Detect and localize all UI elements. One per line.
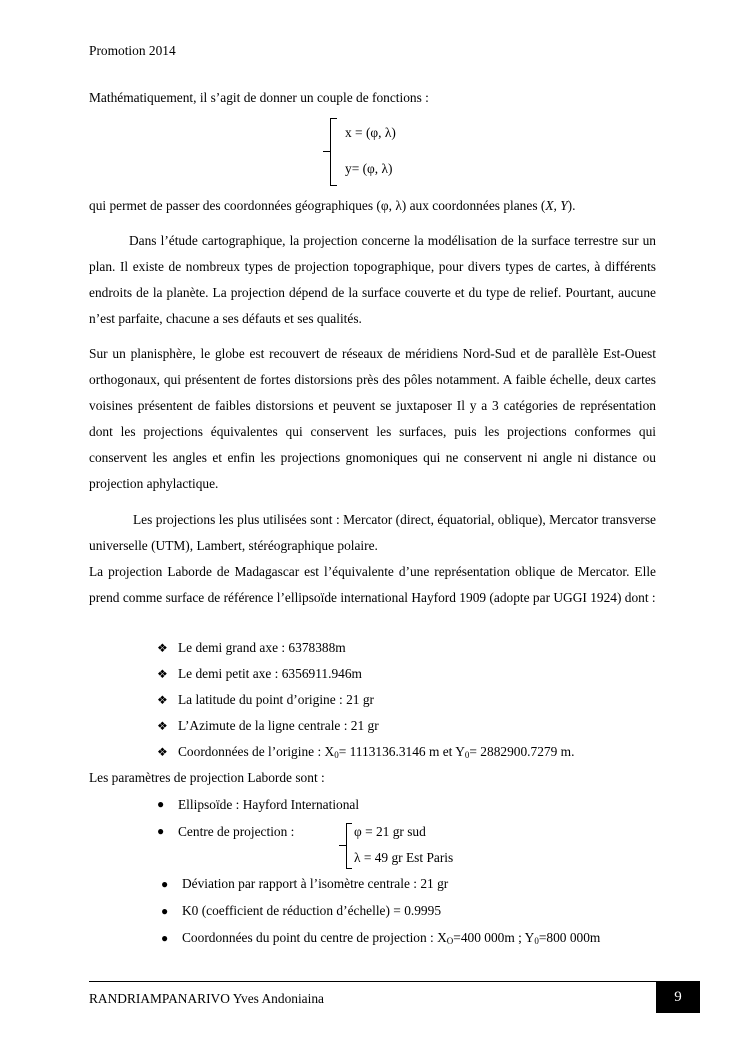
diamond-bullet-icon: ❖ [157, 745, 168, 759]
page-number: 9 [656, 982, 700, 1013]
footer-author: RANDRIAMPANARIVO Yves Andoniaina [89, 991, 324, 1006]
list-item-ellipsoide: Ellipsoïde : Hayford International [178, 797, 360, 812]
bullet-icon: ● [157, 797, 165, 811]
list-item-grand-axe: Le demi grand axe : 6378388m [178, 640, 346, 655]
bullet-icon: ● [161, 877, 169, 891]
list-item-deviation: Déviation par rapport à l’isomètre centrale : 21 gr [182, 876, 449, 891]
paragraph-planisphere: Sur un planisphère, le globe est recouvert de réseaux de méridiens Nord-Sud et de parallèle Est-Ouest orthogonaux, qui présentent de fortes distorsions près des pôles notamment. A faible échelle, deux cartes voisines présentent de faibles distorsions et peuvent se juxtaposer Il y a 3 catégories de représentation dont les projections équivalentes qui conservent les surfaces, puis les projections conformes qui conservent les angles et enfin les projections gnomoniques qui ne conservent ni angle ni distance ou projection aphylactique. [89, 346, 656, 491]
list-item-centre-coords: Coordonnées du point du centre de projection : $X_O=400$ 000m ; $Y_0=800$ 000m [182, 930, 601, 946]
bullet-icon: ● [157, 824, 165, 838]
header-promotion: Promotion 2014 [89, 43, 176, 58]
paragraph-laborde: La projection Laborde de Madagascar est l’équivalente d’une représentation oblique de Mercator. Elle prend comme surface de référence l’ellipsoïde international Hayford 1909 (adopte par UGGI 1924) dont : [89, 564, 656, 605]
list-item-latitude: La latitude du point d’origine : 21 gr [178, 692, 374, 707]
passage-line: qui permet de passer des coordonnées géographiques (φ, λ) aux coordonnées planes (X, Y). [89, 198, 576, 213]
diamond-bullet-icon: ❖ [157, 693, 168, 707]
function-brace [330, 118, 337, 186]
centre-lambda: λ = 49 gr Est Paris [354, 850, 454, 865]
list-item-k0: K0 (coefficient de réduction d’échelle) = 0.9995 [182, 903, 442, 918]
centre-brace-tick [339, 845, 346, 846]
bullet-icon: ● [161, 931, 169, 945]
diamond-bullet-icon: ❖ [157, 641, 168, 655]
list-item-petit-axe: Le demi petit axe : 6356911.946m [178, 666, 362, 681]
list-item-origin-coords: Coordonnées de l’origine : $X_0= 1113136.3146$ m et $Y_0= 2882900.7279$ m. [178, 744, 575, 760]
params-title: Les paramètres de projection Laborde sont : [89, 770, 325, 785]
diamond-bullet-icon: ❖ [157, 719, 168, 733]
function-brace-tick [323, 151, 330, 152]
bullet-icon: ● [161, 904, 169, 918]
footer-rule [89, 981, 700, 982]
list-item-centre-label: Centre de projection : [178, 824, 295, 839]
diamond-bullet-icon: ❖ [157, 667, 168, 681]
centre-phi: φ = 21 gr sud [354, 824, 426, 839]
intro-line: Mathématiquement, il s’agit de donner un couple de fonctions : [89, 90, 429, 105]
function-y: y= (φ, λ) [345, 161, 393, 176]
paragraph-cartographique: Dans l’étude cartographique, la projection concerne la modélisation de la surface terrestre sur un plan. Il existe de nombreux types de projection topographique, pour divers types de cartes, à différents endroits de la planète. La projection dépend de la surface couverte et du type de relief. Pourtant, aucune n’est parfaite, chacune a ses défauts et ses qualités. [89, 233, 656, 326]
function-x: x = (φ, λ) [345, 125, 396, 140]
paragraph-projections-utilisees: Les projections les plus utilisées sont : Mercator (direct, équatorial, oblique), Mercator transverse universelle (UTM), Lambert, stéréographique polaire. [89, 512, 656, 553]
centre-brace [346, 823, 352, 869]
list-item-azimute: L’Azimute de la ligne centrale : 21 gr [178, 718, 379, 733]
